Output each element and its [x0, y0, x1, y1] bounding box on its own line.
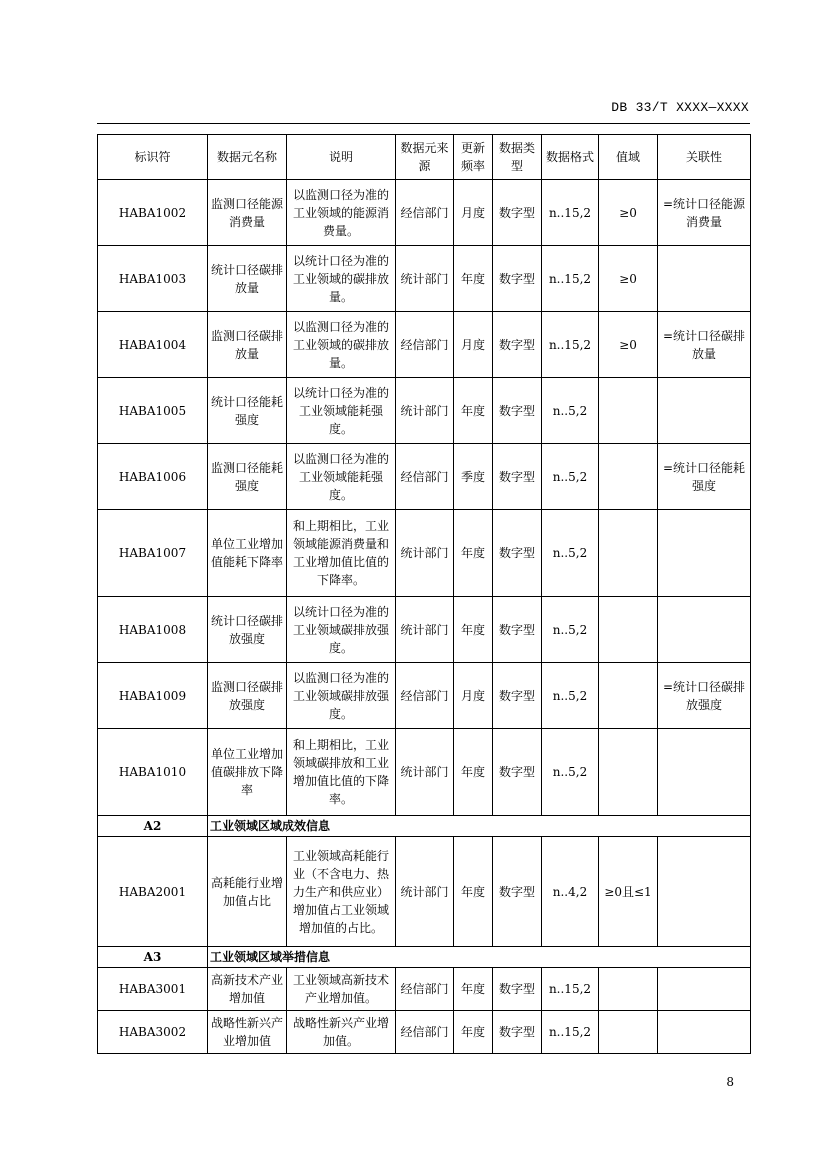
col-header-range: 值域	[599, 135, 658, 180]
row-type: 数字型	[493, 1011, 542, 1054]
row-identifier: HABA1005	[98, 378, 208, 444]
row-range: ≥0	[599, 180, 658, 246]
col-header-type: 数据类型	[493, 135, 542, 180]
row-format: n..5,2	[542, 378, 599, 444]
row-description: 以统计口径为准的工业领域能耗强度。	[287, 378, 396, 444]
group3-body	[98, 968, 751, 1054]
row-relation: =统计口径能源消费量	[658, 180, 751, 246]
row-frequency: 月度	[454, 312, 493, 378]
row-source: 经信部门	[396, 968, 454, 1011]
row-type: 数字型	[493, 246, 542, 312]
row-source: 统计部门	[396, 510, 454, 597]
row-relation	[658, 1011, 751, 1054]
table-row	[98, 378, 751, 444]
row-range	[599, 968, 658, 1011]
row-description: 以监测口径为准的工业领域碳排放强度。	[287, 663, 396, 729]
row-identifier: HABA1006	[98, 444, 208, 510]
row-range	[599, 663, 658, 729]
row-relation: =统计口径碳排放量	[658, 312, 751, 378]
row-description: 以监测口径为准的工业领域的碳排放量。	[287, 312, 396, 378]
row-name: 统计口径能耗强度	[208, 378, 287, 444]
row-frequency: 年度	[454, 1011, 493, 1054]
row-type: 数字型	[493, 663, 542, 729]
row-relation	[658, 246, 751, 312]
table-row	[98, 246, 751, 312]
col-header-relation: 关联性	[658, 135, 751, 180]
row-format: n..5,2	[542, 597, 599, 663]
row-frequency: 季度	[454, 444, 493, 510]
row-relation: =统计口径能耗强度	[658, 444, 751, 510]
row-frequency: 年度	[454, 510, 493, 597]
row-source: 经信部门	[396, 180, 454, 246]
row-identifier: HABA1004	[98, 312, 208, 378]
row-relation	[658, 837, 751, 947]
table-row	[98, 510, 751, 597]
page-number: 8	[726, 1075, 734, 1089]
row-source: 统计部门	[396, 597, 454, 663]
row-description: 工业领域高耗能行业（不含电力、热力生产和供应业）增加值占工业领域增加值的占比。	[287, 837, 396, 947]
row-source: 经信部门	[396, 312, 454, 378]
row-range	[599, 444, 658, 510]
row-format: n..15,2	[542, 246, 599, 312]
row-range	[599, 729, 658, 816]
row-type: 数字型	[493, 597, 542, 663]
row-name: 单位工业增加值能耗下降率	[208, 510, 287, 597]
row-format: n..5,2	[542, 663, 599, 729]
header-row	[98, 135, 751, 180]
table-row	[98, 180, 751, 246]
row-frequency: 月度	[454, 663, 493, 729]
table-header	[98, 135, 751, 180]
section-code: A2	[98, 816, 208, 837]
row-identifier: HABA3001	[98, 968, 208, 1011]
row-frequency: 年度	[454, 246, 493, 312]
row-name: 战略性新兴产业增加值	[208, 1011, 287, 1054]
table-row	[98, 312, 751, 378]
row-frequency: 年度	[454, 729, 493, 816]
row-identifier: HABA1002	[98, 180, 208, 246]
row-identifier: HABA1010	[98, 729, 208, 816]
row-name: 监测口径碳排放强度	[208, 663, 287, 729]
section-title: 工业领域区域成效信息	[208, 816, 751, 837]
row-description: 以监测口径为准的工业领域能耗强度。	[287, 444, 396, 510]
row-identifier: HABA1009	[98, 663, 208, 729]
row-description: 工业领域高新技术产业增加值。	[287, 968, 396, 1011]
data-element-table	[97, 134, 751, 1054]
section-a2	[98, 816, 751, 837]
row-frequency: 年度	[454, 837, 493, 947]
row-name: 统计口径碳排放强度	[208, 597, 287, 663]
row-type: 数字型	[493, 444, 542, 510]
group2-body	[98, 837, 751, 947]
row-source: 统计部门	[396, 246, 454, 312]
table-row	[98, 597, 751, 663]
row-description: 和上期相比，工业领域碳排放和工业增加值比值的下降率。	[287, 729, 396, 816]
row-source: 经信部门	[396, 444, 454, 510]
table-row	[98, 1011, 751, 1054]
row-type: 数字型	[493, 729, 542, 816]
row-description: 以统计口径为准的工业领域的碳排放量。	[287, 246, 396, 312]
table-row	[98, 837, 751, 947]
row-name: 高耗能行业增加值占比	[208, 837, 287, 947]
row-description: 战略性新兴产业增加值。	[287, 1011, 396, 1054]
row-name: 监测口径碳排放量	[208, 312, 287, 378]
row-type: 数字型	[493, 180, 542, 246]
row-source: 统计部门	[396, 378, 454, 444]
row-frequency: 月度	[454, 180, 493, 246]
row-range	[599, 378, 658, 444]
row-relation	[658, 729, 751, 816]
row-type: 数字型	[493, 837, 542, 947]
row-relation	[658, 597, 751, 663]
table-row	[98, 729, 751, 816]
row-frequency: 年度	[454, 378, 493, 444]
section-row	[98, 947, 751, 968]
col-header-source: 数据元来源	[396, 135, 454, 180]
row-type: 数字型	[493, 378, 542, 444]
row-range: ≥0	[599, 246, 658, 312]
row-format: n..15,2	[542, 312, 599, 378]
row-source: 统计部门	[396, 837, 454, 947]
row-type: 数字型	[493, 968, 542, 1011]
row-relation	[658, 378, 751, 444]
row-identifier: HABA1003	[98, 246, 208, 312]
col-header-description: 说明	[287, 135, 396, 180]
section-title: 工业领域区域举措信息	[208, 947, 751, 968]
section-code: A3	[98, 947, 208, 968]
row-description: 以监测口径为准的工业领域的能源消费量。	[287, 180, 396, 246]
group1-body	[98, 180, 751, 816]
row-source: 统计部门	[396, 729, 454, 816]
row-format: n..15,2	[542, 1011, 599, 1054]
section-row	[98, 816, 751, 837]
header-rule	[97, 123, 750, 124]
row-range: ≥0且≤1	[599, 837, 658, 947]
row-name: 单位工业增加值碳排放下降率	[208, 729, 287, 816]
row-range	[599, 510, 658, 597]
row-source: 经信部门	[396, 663, 454, 729]
row-name: 监测口径能源消费量	[208, 180, 287, 246]
row-name: 监测口径能耗强度	[208, 444, 287, 510]
row-relation	[658, 510, 751, 597]
row-range: ≥0	[599, 312, 658, 378]
row-range	[599, 1011, 658, 1054]
row-relation	[658, 968, 751, 1011]
row-description: 以统计口径为准的工业领域碳排放强度。	[287, 597, 396, 663]
row-identifier: HABA1008	[98, 597, 208, 663]
row-frequency: 年度	[454, 597, 493, 663]
row-format: n..5,2	[542, 510, 599, 597]
table-row	[98, 444, 751, 510]
row-format: n..5,2	[542, 729, 599, 816]
row-name: 高新技术产业增加值	[208, 968, 287, 1011]
table-row	[98, 968, 751, 1011]
col-header-identifier: 标识符	[98, 135, 208, 180]
row-identifier: HABA2001	[98, 837, 208, 947]
row-format: n..5,2	[542, 444, 599, 510]
document-code: DB 33/T XXXX—XXXX	[611, 100, 749, 115]
row-relation: =统计口径碳排放强度	[658, 663, 751, 729]
col-header-format: 数据格式	[542, 135, 599, 180]
row-frequency: 年度	[454, 968, 493, 1011]
row-format: n..4,2	[542, 837, 599, 947]
row-identifier: HABA1007	[98, 510, 208, 597]
row-source: 经信部门	[396, 1011, 454, 1054]
row-format: n..15,2	[542, 968, 599, 1011]
row-identifier: HABA3002	[98, 1011, 208, 1054]
col-header-name: 数据元名称	[208, 135, 287, 180]
section-a3	[98, 947, 751, 968]
row-range	[599, 597, 658, 663]
table-row	[98, 663, 751, 729]
row-format: n..15,2	[542, 180, 599, 246]
row-name: 统计口径碳排放量	[208, 246, 287, 312]
row-type: 数字型	[493, 510, 542, 597]
col-header-frequency: 更新频率	[454, 135, 493, 180]
row-description: 和上期相比，工业领域能源消费量和工业增加值比值的下降率。	[287, 510, 396, 597]
row-type: 数字型	[493, 312, 542, 378]
